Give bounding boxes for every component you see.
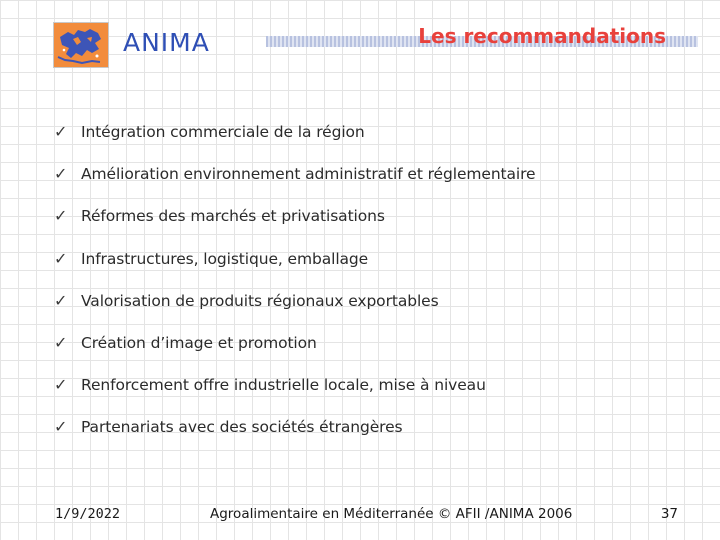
list-item xyxy=(54,204,694,246)
list-item xyxy=(54,373,694,415)
bullet-text: Renforcement offre industrielle locale, mise à niveau xyxy=(81,376,486,395)
list-item xyxy=(54,415,694,457)
checkmark-icon: ✓ xyxy=(54,332,68,352)
bullet-text: Création d’image et promotion xyxy=(81,333,317,352)
list-item xyxy=(54,289,694,331)
list-item xyxy=(54,162,694,204)
bullet-text: Réformes des marchés et privatisations xyxy=(81,207,385,226)
list-item xyxy=(54,331,694,373)
bullet-text: Infrastructures, logistique, emballage xyxy=(81,249,369,268)
bullet-text: Intégration commerciale de la région xyxy=(81,123,365,141)
bullet-text: Partenariats avec des sociétés étrangères xyxy=(81,418,403,437)
checkmark-icon: ✓ xyxy=(54,206,68,226)
checkmark-icon: ✓ xyxy=(54,248,68,268)
checkmark-icon: ✓ xyxy=(54,164,68,184)
europe-map-icon xyxy=(53,22,109,68)
brand-name: ANIMA xyxy=(123,28,210,57)
checkmark-icon: ✓ xyxy=(54,375,68,395)
footer-date: 1/9/2022 xyxy=(55,506,121,522)
checkmark-icon: ✓ xyxy=(54,122,68,141)
bullet-text: Valorisation de produits régionaux exportables xyxy=(81,291,439,310)
checkmark-icon: ✓ xyxy=(54,290,68,310)
page-number: 37 xyxy=(660,506,678,522)
footer-caption: Agroalimentaire en Méditerranée © AFII /ANIMA 2006 xyxy=(210,506,573,522)
footer xyxy=(0,506,720,528)
list-item xyxy=(54,120,694,162)
checkmark-icon: ✓ xyxy=(54,417,68,437)
bullet-text: Amélioration environnement administratif et réglementaire xyxy=(81,165,536,184)
bullet-list xyxy=(54,120,694,458)
list-item xyxy=(54,247,694,289)
slide-title: Les recommandations xyxy=(418,24,666,48)
